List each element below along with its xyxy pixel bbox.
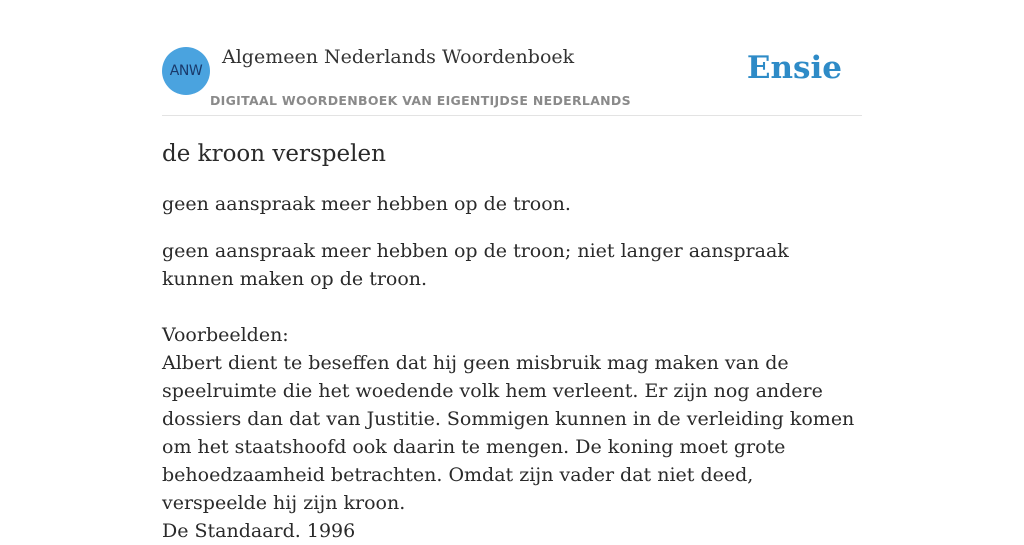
entry-term: de kroon verspelen [162,141,386,167]
ensie-brand-logo[interactable]: Ensie [746,50,842,86]
long-definition: geen aanspraak meer hebben op de troon; niet langer aanspraak kunnen maken op de troon. [162,240,789,290]
site-subtitle: DIGITAAL WOORDENBOEK VAN EIGENTIJDSE NEDERLANDS [210,93,631,108]
example-source: De Standaard. 1996 [162,520,356,542]
entry-content [162,138,862,545]
examples-heading: Voorbeelden: [162,324,289,346]
anw-logo[interactable]: ANW [162,47,210,95]
example-text: Albert dient te beseffen dat hij geen misbruik mag maken van de speelruimte die het woedende volk hem verleent. Er zijn nog andere dossiers dan dat van Justitie. Sommigen kunnen in de verleiding komen om het staatshoofd ook daarin te mengen. De koning moet grote behoedzaamheid betrachten. Omdat zijn vader dat niet deed, verspeelde hij zijn kroon. [162,352,855,514]
short-definition: geen aanspraak meer hebben op de troon. [162,193,571,215]
site-header [162,0,862,116]
site-title[interactable]: Algemeen Nederlands Woordenboek [222,46,575,68]
